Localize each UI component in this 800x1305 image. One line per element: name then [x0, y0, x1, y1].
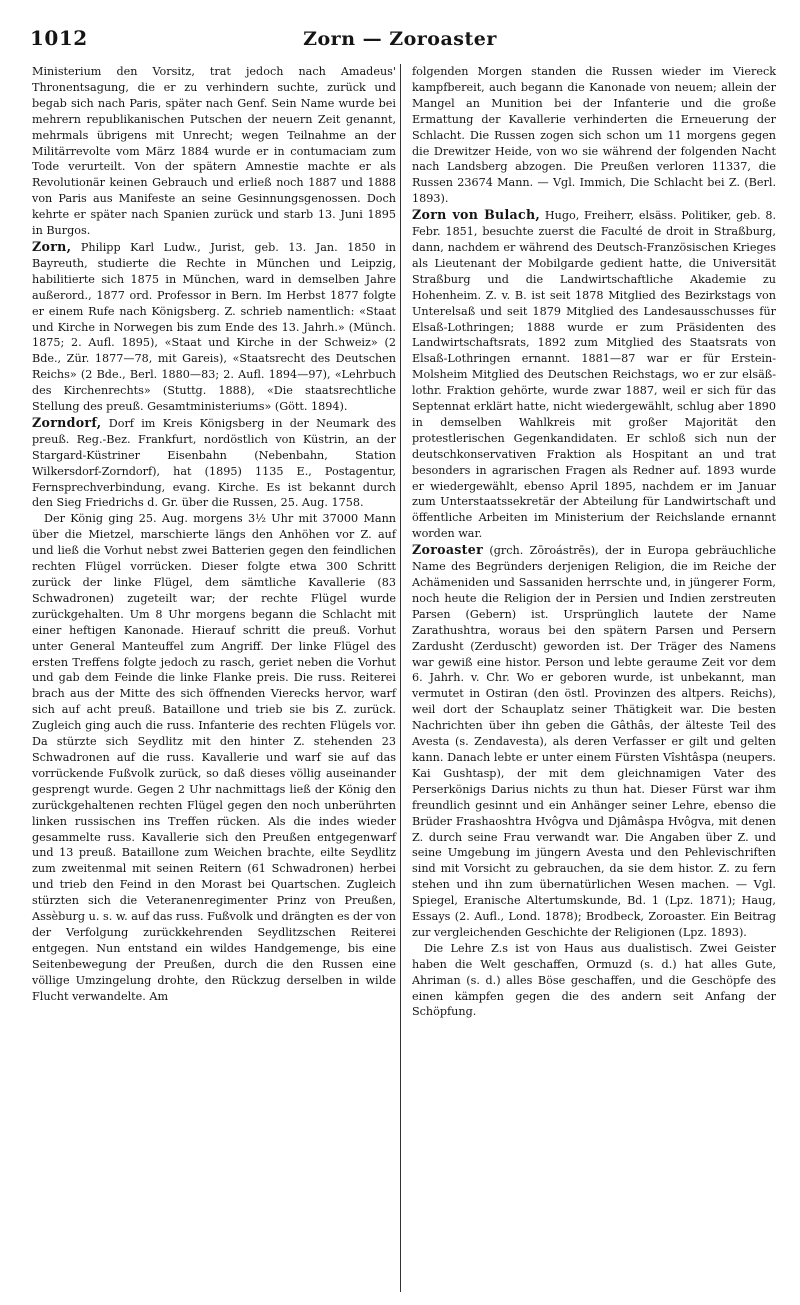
headword: Zorn von Bulach,	[412, 207, 541, 223]
entry-paragraph	[412, 542, 776, 941]
left-column	[32, 64, 396, 1004]
entry-paragraph	[32, 511, 396, 1004]
paragraph-text: Ministerium den Vorsitz, trat jedoch nach Amadeus' Thronentsagung, die er zu verhindern suchte, zurück und begab sich nach Paris, später nach Genf. Sein Name wurde bei mehrern republikanischen Putschen der neuern Zeit genannt, mehrmals übrigens mit Unrecht; wegen Teilnahme an der Militärrevolte vom März 1884 wurde er in contumaciam zum Tode verurteilt. Von der spätern Amnestie machte er als Revolutionär keinen Gebrauch und erließ noch 1887 und 1888 von Paris aus Manifeste an seine Gesinnungsgenossen. Doch kehrte er später nach Spanien zurück und starb 13. Juni 1895 in Burgos.	[32, 65, 396, 238]
entry-paragraph	[412, 64, 776, 207]
entry-paragraph	[412, 207, 776, 542]
entry-continued	[412, 64, 776, 207]
paragraph-text: folgenden Morgen standen die Russen wieder im Viereck kampfbereit, auch begann die Kanonade von neuem; allein der Mangel an Munition bei der Infanterie und die große Ermattung der Kavallerie verhinderten die Erneuerung der Schlacht. Die Russen zogen sich schon um 11 morgens gegen die Drewitzer Heide, von wo sie während der folgenden Nacht nach Landsberg abzogen. Die Preußen verloren 11337, die Russen 23674 Mann. — Vgl. Immich, Die Schlacht bei Z. (Berl. 1893).	[412, 65, 776, 206]
entry-zorn	[32, 239, 396, 415]
entry-paragraph	[412, 941, 776, 1021]
running-head: Zorn — Zoroaster	[303, 28, 497, 50]
entry-paragraph	[32, 239, 396, 415]
paragraph-text: Philipp Karl Ludw., Jurist, geb. 13. Jan. 1850 in Bayreuth, studierte die Rechte in München und Leipzig, habilitierte sich 1875 in München, ward in demselben Jahre außerord., 1877 ord. Professor in Bern. Im Herbst 1877 folgte er einem Rufe nach Königsberg. Z. schrieb namentlich: «Staat und Kirche in Norwegen bis zum Ende des 13. Jahrh.» (Münch. 1875; 2. Aufl. 1895), «Staat und Kirche in der Schweiz» (2 Bde., Zür. 1877—78, mit Gareis), «Staatsrecht des Deutschen Reichs» (2 Bde., Berl. 1880—83; 2. Aufl. 1894—97), «Lehrbuch des Kirchenrechts» (Stuttg. 1888), «Die staatsrechtliche Stellung des preuß. Gesamtministeriums» (Gött. 1894).	[32, 240, 396, 414]
entry-paragraph	[32, 64, 396, 239]
headword: Zorndorf,	[32, 414, 102, 430]
entry-continued	[32, 64, 396, 239]
headword: Zoroaster	[412, 542, 484, 558]
page-header	[22, 24, 778, 58]
paragraph-text: Dorf im Kreis Königsberg in der Neumark des preuß. Reg.-Bez. Frankfurt, nordöstlich von Küstrin, an der Stargard-Küstriner Eisenbahn (Nebenbahn, Station Wilkersdorf-Zorndorf), hat (1895) 1135 E., Postagentur, Fernsprechverbindung, evang. Kirche. Es ist bekannt durch den Sieg Friedrichs d. Gr. über die Russen, 25. Aug. 1758.	[32, 416, 396, 510]
entry-paragraph	[32, 415, 396, 511]
entry-zoroaster	[412, 542, 776, 1020]
right-column	[412, 64, 776, 1020]
entry-zorn-von-bulach	[412, 207, 776, 542]
headword: Zorn,	[32, 238, 72, 254]
paragraph-text: Hugo, Freiherr, elsäss. Politiker, geb. 8. Febr. 1851, besuchte zuerst die Faculté de droit in Straßburg, dann, nachdem er während des Deutsch-Französischen Krieges als Lieutenant der Mobilgarde gedient hatte, die Universität Straßburg und die Landwirtschaftliche Akademie zu Hohenheim. Z. v. B. ist seit 1878 Mitglied des Bezirkstags von Unterelsaß und seit 1879 Mitglied des Landesausschusses für Elsaß-Lothringen; 1888 wurde er zum Präsidenten des Landwirtschaftsrats, 1892 zum Mitglied des Staatsrats von Elsaß-Lothringen ernannt. 1881—87 war er für Erstein-Molsheim Mitglied des Deutschen Reichstags, wo er zur elsäß-lothr. Fraktion gehörte, wurde zwar 1887, weil er sich für das Septennat erklärt hatte, nicht wiedergewählt, schlug aber 1890 in demselben Wahlkreis mit großer Majorität den protestlerischen Gegenkandidaten. Er schloß sich nun der deutschkonservativen Fraktion als Hospitant an und trat besonders in agrarischen Fragen als Redner auf. 1893 wurde er wiedergewählt, ebenso April 1895, nachdem er im Januar zum Unterstaatssekretär der Abteilung für Landwirtschaft und öffentliche Arbeiten im Ministerium der Reichslande ernannt worden war.	[412, 209, 776, 541]
column-divider	[400, 64, 401, 1292]
entry-zorndorf	[32, 415, 396, 1005]
paragraph-text: Der König ging 25. Aug. morgens 3½ Uhr mit 37000 Mann über die Mietzel, marschierte längs den Anhöhen vor Z. auf und ließ die Vorhut nebst zwei Batterien gegen den feindlichen rechten Flügel vorrücken. Dieser folgte etwa 300 Schritt zurück der linke Flügel, dem sämtliche Kavallerie (83 Schwadronen) zugeteilt war; der rechte Flügel wurde zurückgehalten. Um 8 Uhr morgens begann die Schlacht mit einer heftigen Kanonade. Hierauf schritt die preuß. Vorhut unter General Manteuffel zum Angriff. Der linke Flügel des ersten Treffens folgte jedoch zu rasch, geriet neben die Vorhut und gab dem Feinde die linke Flanke preis. Die russ. Reiterei brach aus der Mitte des sich öffnenden Vierecks hervor, warf sich auf acht preuß. Bataillone und trieb sie bis Z. zurück. Zugleich ging auch die russ. Infanterie des rechten Flügels vor. Da stürzte sich Seydlitz mit den hinter Z. stehenden 23 Schwadronen auf die russ. Kavallerie und warf sie auf das vorrückende Fußvolk zurück, so daß dieses völlig auseinander gesprengt wurde. Gegen 2 Uhr nachmittags ließ der König den zurückgehaltenen rechten Flügel gegen den noch unberührten linken russischen ins Treffen rücken. Als die indes wieder gesammelte russ. Kavallerie sich den Preußen entgegenwarf und 13 preuß. Bataillone zum Weichen brachte, eilte Seydlitz zum zweitenmal mit seinen Reitern (61 Schwadronen) herbei und trieb den Feind in den Morast bei Quartschen. Zugleich stürzten sich die Veteranenregimenter Prinz von Preußen, Assèburg u. s. w. auf das russ. Fußvolk und drängten es der von der Verfolgung zurückkehrenden Seydlitzschen Reiterei entgegen. Nun entstand ein wildes Handgemenge, bis eine Seitenbewegung der Preußen, durch die den Russen eine völlige Umzingelung drohte, den Rückzug derselben in wilde Flucht verwandelte. Am	[32, 512, 396, 1003]
paragraph-text: Die Lehre Z.s ist von Haus aus dualistisch. Zwei Geister haben die Welt geschaffen, Ormuzd (s. d.) hat alles Gute, Ahriman (s. d.) alles Böse geschaffen, und die Geschöpfe des einen kämpfen gegen die des andern seit Anfang der Schöpfung.	[412, 941, 776, 1019]
page-number: 1012	[30, 26, 88, 50]
paragraph-text: (grch. Zōroástrēs), der in Europa gebräuchliche Name des Begründers derjenigen Religion, die im Reiche der Achämeniden und Sassaniden herrschte und, in jüngerer Form, noch heute die Religion der in Persien und Indien zerstreuten Parsen (Gebern) ist. Ursprünglich lautete der Name Zarathushtra, woraus bei den spätern Parsen und Persern Zardusht (Zerduscht) geworden ist. Der Träger des Namens war gewiß eine histor. Person und lebte geraume Zeit vor dem 6. Jahrh. v. Chr. Wo er geboren wurde, ist unbekannt, man vermutet in Ostiran (den östl. Provinzen des altpers. Reichs), weil dort der Schauplatz seiner Thätigkeit war. Die besten Nachrichten über ihn geben die Gâthâs, der älteste Teil des Avesta (s. Zendavesta), als deren Verfasser er gilt und gelten kann. Danach lebte er unter einem Fürsten Vîshtâspa (neupers. Kai Gushtasp), der mit dem gleichnamigen Vater des Perserkönigs Darius nichts zu thun hat. Dieser Fürst war ihm freundlich gesinnt und ein Anhänger seiner Lehre, ebenso die Brüder Frashaoshtra Hvôgva und Djâmâspa Hvôgva, mit denen Z. durch seine Frau verwandt war. Die Angaben über Z. und seine Umgebung im jüngern Avesta und den Pehlevischriften sind mit Vorsicht zu gebrauchen, da sie dem histor. Z. zu fern stehen und ihn zum übernatürlichen Wesen machen. — Vgl. Spiegel, Eranische Altertumskunde, Bd. 1 (Lpz. 1871); Haug, Essays (2. Aufl., Lond. 1878); Brodbeck, Zoroaster. Ein Beitrag zur vergleichenden Geschichte der Religionen (Lpz. 1893).	[412, 544, 776, 939]
